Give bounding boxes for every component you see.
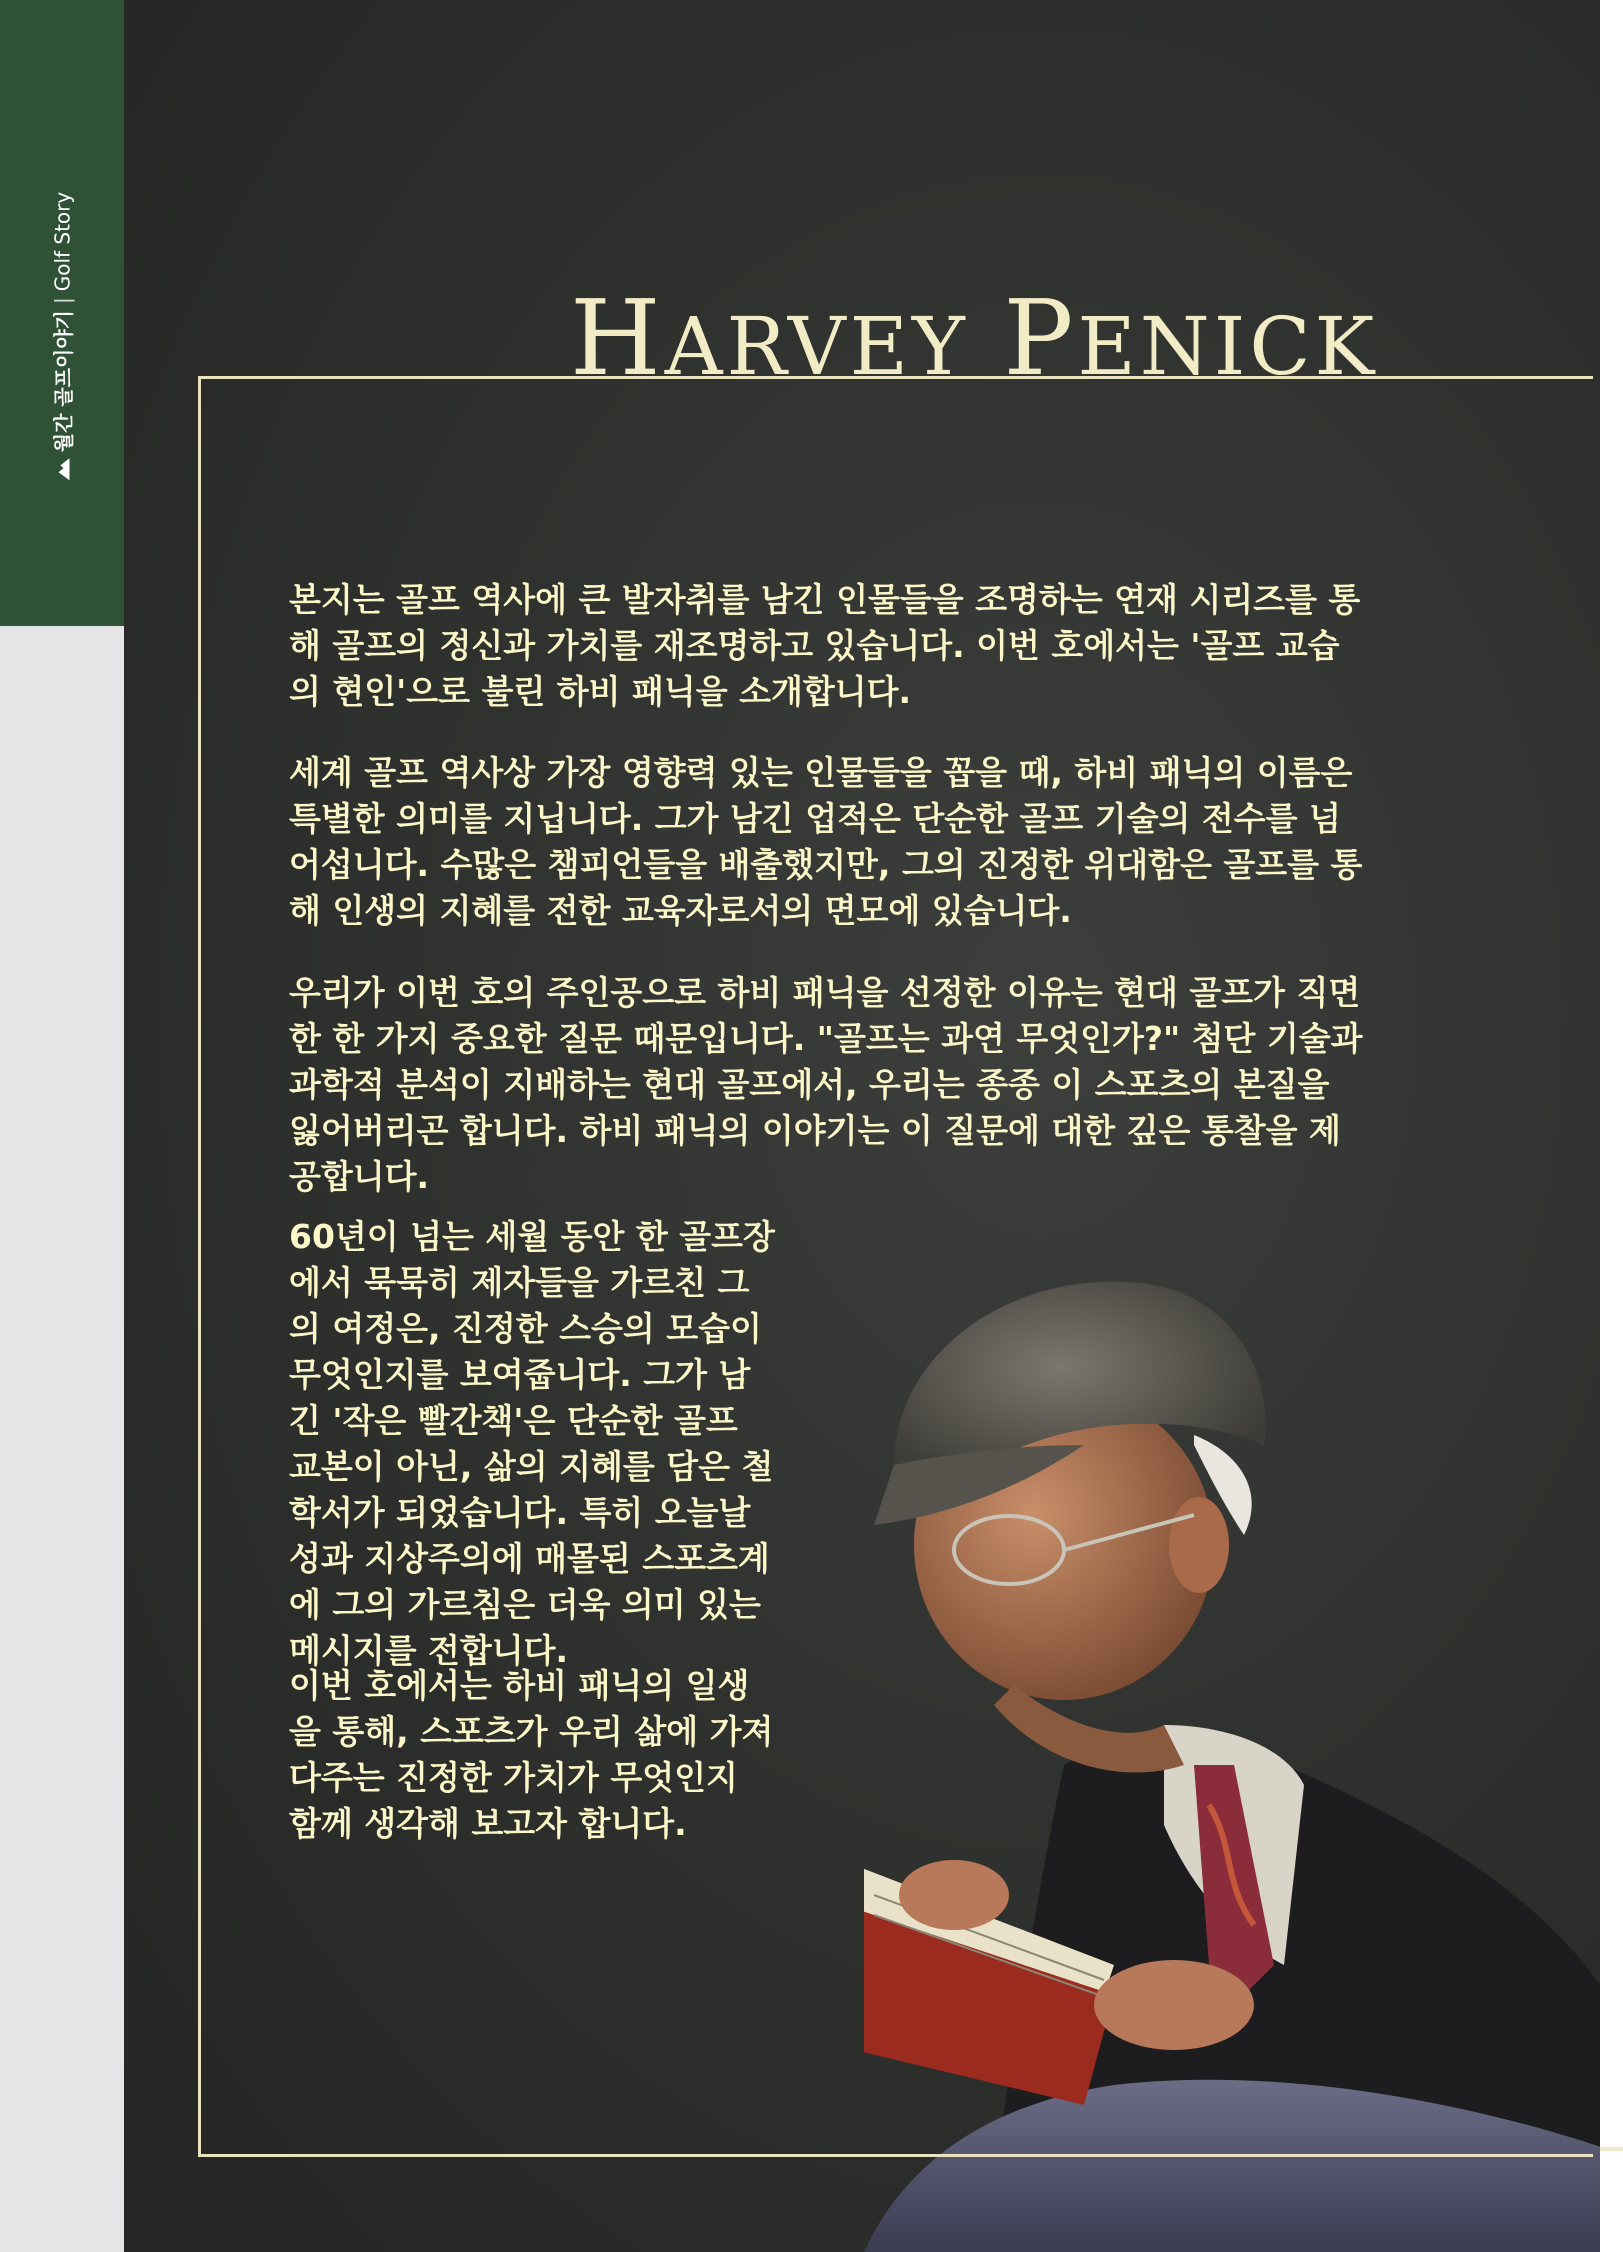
paragraph-question: 우리가 이번 호의 주인공으로 하비 패닉을 선정한 이유는 현대 골프가 직면한 한 가지 중요한 질문 때문입니다. "골프는 과연 무엇인가?" 첨단 기술과 과학적 분석이 지배하는 현대 골프에서, 우리는 종종 이 스포츠의 본질을 잃어버리곤 합니다. 하비 패닉의 이야기는 이 질문에 대한 깊은 통찰을 제공합니다. [289,973,1363,1196]
title-last-rest: ENICK [1077,300,1379,393]
paragraph-intro: 본지는 골프 역사에 큰 발자취를 남긴 인물들을 조명하는 연재 시리즈를 통해 골프의 정신과 가치를 재조명하고 있습니다. 이번 호에서는 '골프 교습의 현인'으로 불린 하비 패닉을 소개합니다. [289,580,1361,711]
header-separator: | [50,297,74,305]
paragraph-closing: 이번 호에서는 하비 패닉의 일생을 통해, 스포츠가 우리 삶에 가져다주는 진정한 가치가 무엇인지 함께 생각해 보고자 합니다. [289,1666,774,1843]
section-tab [0,0,124,626]
magazine-name: 월간 골프이야기 [51,310,76,453]
paragraph-legacy: 세계 골프 역사상 가장 영향력 있는 인물들을 꼽을 때, 하비 패닉의 이름은 특별한 의미를 지닙니다. 그가 남긴 업적은 단순한 골프 기술의 전수를 넘어섭니다. 수많은 챔피언들을 배출했지만, 그의 진정한 위대함은 골프를 통해 인생의 지혜를 전한 교육자로서의 면모에 있습니다. [289,753,1363,930]
paragraph-journey: 60년이 넘는 세월 동안 한 골프장에서 묵묵히 제자들을 가르친 그의 여정은, 진정한 스승의 모습이 무엇인지를 보여줍니다. 그가 남긴 '작은 빨간책'은 단순한 골프 교본이 아닌, 삶의 지혜를 담은 철학서가 되었습니다. 특히 오늘날 성과 지상주의에 매몰된 스포츠계에 그의 가르침은 더욱 의미 있는 메시지를 전합니다. [289,1217,775,1670]
right-edge-tick [1600,2147,1623,2151]
running-header [48,192,77,480]
right-margin-strip [1600,0,1623,2252]
article-title [570,277,1379,399]
title-last-initial: P [1003,277,1078,399]
title-first-rest: ARVEY [664,300,969,393]
title-first-initial: H [570,277,665,399]
mountain-icon [55,458,69,480]
article-page [124,0,1600,2252]
section-name: Golf Story [50,191,74,292]
